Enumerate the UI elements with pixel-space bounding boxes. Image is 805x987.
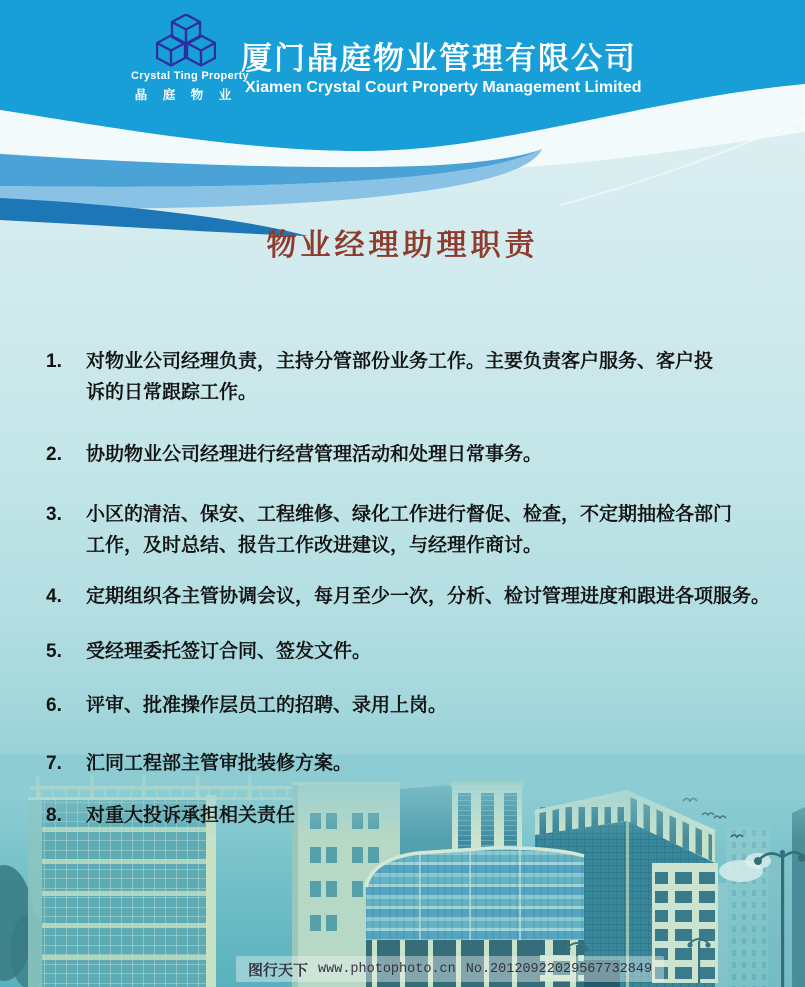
duty-number: 3.	[46, 504, 62, 525]
duty-number: 4.	[46, 586, 62, 607]
watermark	[236, 956, 664, 982]
company-name-en: Xiamen Crystal Court Property Management Limited	[245, 79, 642, 96]
watermark-site-name: 图行天下	[248, 961, 309, 979]
duty-number: 2.	[46, 444, 62, 465]
page-title: 物业经理助理职责	[266, 229, 539, 262]
duty-text: 对重大投诉承担相关责任	[86, 805, 296, 826]
duty-text: 评审、批准操作层员工的招聘、录用上岗。	[86, 695, 448, 716]
duty-item-5	[46, 636, 786, 667]
company-name-cn: 厦门晶庭物业管理有限公司	[241, 41, 637, 76]
duty-text: 对物业公司经理负责，主持分管部份业务工作。主要负责客户服务、客户投诉的日常跟踪工作。	[86, 351, 714, 403]
duty-item-8	[46, 800, 786, 831]
duty-text: 定期组织各主管协调会议，每月至少一次，分析、检讨管理进度和跟进各项服务。	[86, 586, 771, 607]
company-logo	[131, 14, 249, 103]
watermark-site-url: www.photophoto.cn	[318, 961, 456, 977]
duty-item-7	[46, 748, 786, 779]
logo-name-cn: 晶 庭 物 业	[134, 88, 238, 102]
duty-number: 5.	[46, 641, 62, 662]
duty-item-2	[46, 439, 786, 470]
duty-number: 8.	[46, 805, 62, 826]
duty-number: 1.	[46, 351, 62, 372]
duty-text: 汇同工程部主管审批装修方案。	[86, 753, 353, 774]
duty-number: 6.	[46, 695, 62, 716]
duty-text: 小区的清洁、保安、工程维修、绿化工作进行督促、检查，不定期抽检各部门工作，及时总结、报告工作改进建议，与经理作商讨。	[86, 504, 733, 556]
duty-item-3	[46, 499, 741, 561]
cube-logo-icon	[156, 14, 216, 68]
duty-number: 7.	[46, 753, 62, 774]
duty-text: 受经理委托签订合同、签发文件。	[86, 641, 372, 662]
duty-item-6	[46, 690, 786, 721]
building-skyline-illustration	[0, 755, 805, 987]
duty-text: 协助物业公司经理进行经营管理活动和处理日常事务。	[86, 444, 543, 465]
duty-item-4	[46, 581, 786, 612]
watermark-serial-number: No.20120922029567732849	[465, 961, 653, 977]
logo-name-en: Crystal Ting Property	[131, 70, 249, 82]
duty-item-1	[46, 346, 726, 408]
